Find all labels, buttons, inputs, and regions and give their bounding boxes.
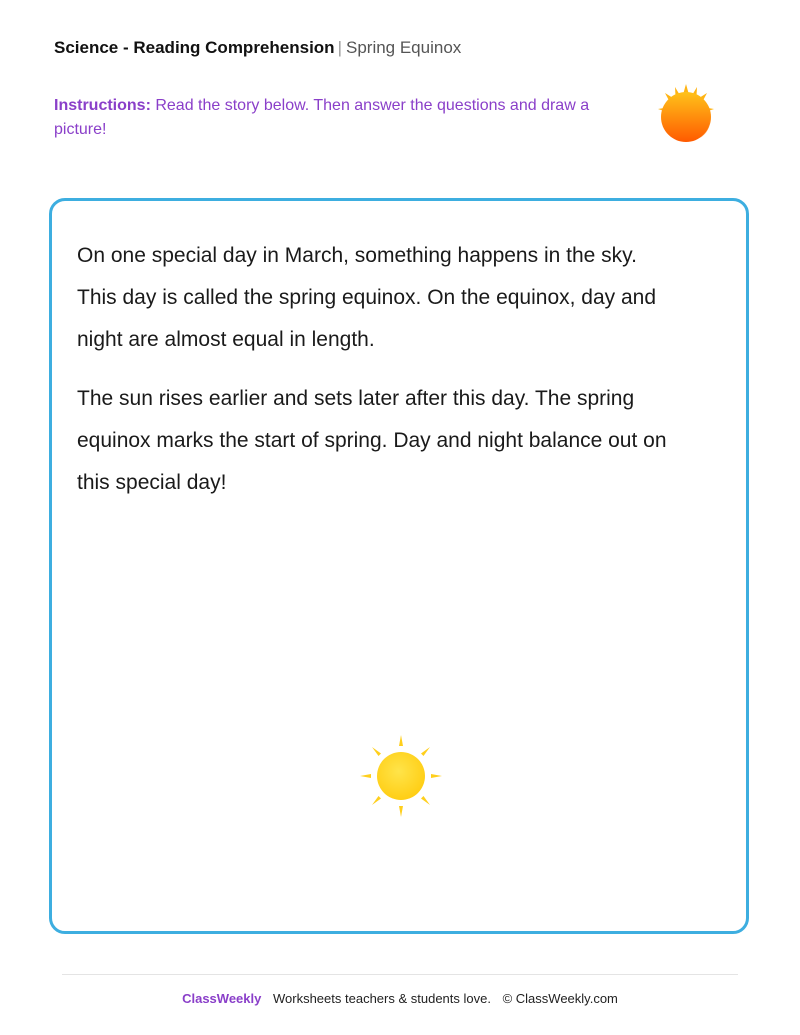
- worksheet-topic: Spring Equinox: [345, 38, 462, 57]
- worksheet-title: Science - Reading Comprehension: [54, 38, 335, 57]
- header-separator: |: [337, 38, 342, 57]
- sun-icon: [654, 82, 718, 146]
- footer-brand: ClassWeekly: [182, 991, 262, 1006]
- footer-copyright: © ClassWeekly.com: [502, 991, 618, 1006]
- story-paragraph: On one special day in March, something happens in the sky. This day is called the spring equinox. On the equinox, day and night are almost equal in length.: [77, 244, 657, 351]
- page-footer: [0, 990, 800, 1008]
- instructions: [54, 94, 614, 142]
- footer-tagline: Worksheets teachers & students love.: [272, 991, 491, 1006]
- instructions-text: Read the story below. Then answer the questions and draw a picture!: [54, 97, 590, 138]
- page-header: [54, 37, 461, 59]
- instructions-label: Instructions:: [54, 97, 151, 114]
- footer-divider: [62, 974, 738, 975]
- story-paragraph: The sun rises earlier and sets later after this day. The spring equinox marks the start of spring. Day and night balance out on this special day!: [77, 387, 667, 494]
- sun-icon: [358, 733, 444, 819]
- story-text: [77, 235, 677, 521]
